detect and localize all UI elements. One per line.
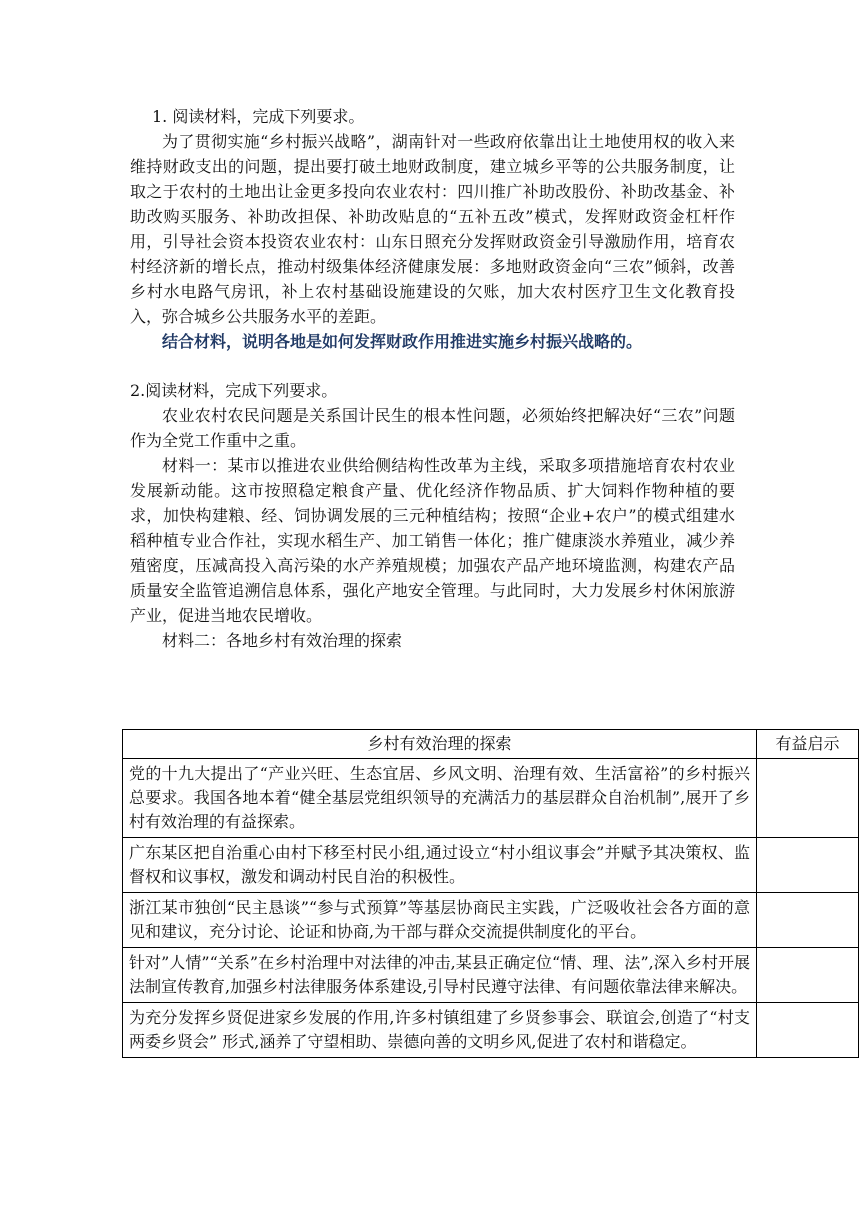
row-text: 党的十九大提出了“产业兴旺、生态宜居、乡风文明、治理有效、生活富裕”的乡村振兴总要求。我国各地本着“健全基层党组织领导的充满活力的基层群众自治机制”,展开了乡村有效治理的有益探索。 [123, 759, 757, 838]
spacer [130, 354, 735, 378]
table-row [123, 893, 859, 948]
q2-heading: 2.阅读材料，完成下列要求。 [130, 381, 338, 400]
insight-cell [757, 893, 859, 948]
table-row [123, 759, 859, 838]
table-header-row [123, 730, 859, 759]
insight-cell [757, 759, 859, 838]
table-row [123, 948, 859, 1003]
header-insight: 有益启示 [757, 730, 859, 759]
table-row [123, 1003, 859, 1058]
q1-question: 结合材料，说明各地是如何发挥财政作用推进实施乡村振兴战略的。 [162, 332, 643, 351]
question-content [130, 104, 735, 653]
q1-heading: 1. 阅读材料，完成下列要求。 [152, 107, 365, 126]
q2-material-two-title: 材料二：各地乡村有效治理的探索 [162, 631, 403, 650]
insight-cell [757, 1003, 859, 1058]
insight-cell [757, 948, 859, 1003]
table-row [123, 838, 859, 893]
row-text: 浙江某市独创“民主恳谈”“参与式预算”等基层协商民主实践，广泛吸收社会各方面的意见和建议，充分讨论、论证和协商,为干部与群众交流提供制度化的平台。 [123, 893, 757, 948]
q1-material: 为了贯彻实施“乡村振兴战略”，湖南针对一些政府依靠出让土地使用权的收入来维持财政支出的问题，提出要打破土地财政制度，建立城乡平等的公共服务制度，让取之于农村的土地出让金更多投向农业农村：四川推广补助改股份、补助改基金、补助改购买服务、补助改担保、补助改贴息的“五补五改”模式，发挥财政资金杠杆作用，引导社会资本投资农业农村：山东日照充分发挥财政资金引导激励作用，培育农村经济新的增长点，推动村级集体经济健康发展：多地财政资金向“三农”倾斜，改善乡村水电路气房讯，补上农村基础设施建设的欠账，加大农村医疗卫生文化教育投入，弥合城乡公共服务水平的差距。 [130, 132, 735, 326]
row-text: 广东某区把自治重心由村下移至村民小组,通过设立“村小组议事会”并赋予其决策权、监督权和议事权，激发和调动村民自治的积极性。 [123, 838, 757, 893]
governance-table [122, 729, 859, 1058]
row-text: 针对”人情”“关系”在乡村治理中对法律的冲击,某县正确定位“情、理、法”,深入乡村开展法制宣传教育,加强乡村法律服务体系建设,引导村民遵守法律、有问题依靠法律来解决。 [123, 948, 757, 1003]
q2-intro: 农业农村农民问题是关系国计民生的根本性问题，必须始终把解决好“三农”问题作为全党工作重中之重。 [130, 406, 735, 450]
q2-material-one: 材料一：某市以推进农业供给侧结构性改革为主线，采取多项措施培育农村农业发展新动能。这市按照稳定粮食产量、优化经济作物品质、扩大饲料作物种植的要求，加快构建粮、经、饲协调发展的三元种植结构；按照“企业+农户”的模式组建水稻种植专业合作社，实现水稻生产、加工销售一体化；推广健康淡水养殖业，减少养殖密度，压减高投入高污染的水产养殖规模；加强农产品产地环境监测，构建农产品质量安全监管追溯信息体系，强化产地安全管理。与此同时，大力发展乡村休闲旅游产业，促进当地农民增收。 [130, 456, 735, 625]
header-explore: 乡村有效治理的探索 [123, 730, 757, 759]
row-text: 为充分发挥乡贤促进家乡发展的作用,许多村镇组建了乡贤参事会、联谊会,创造了“村支两委乡贤会” 形式,涵养了守望相助、崇德向善的文明乡风,促进了农村和谐稳定。 [123, 1003, 757, 1058]
insight-cell [757, 838, 859, 893]
